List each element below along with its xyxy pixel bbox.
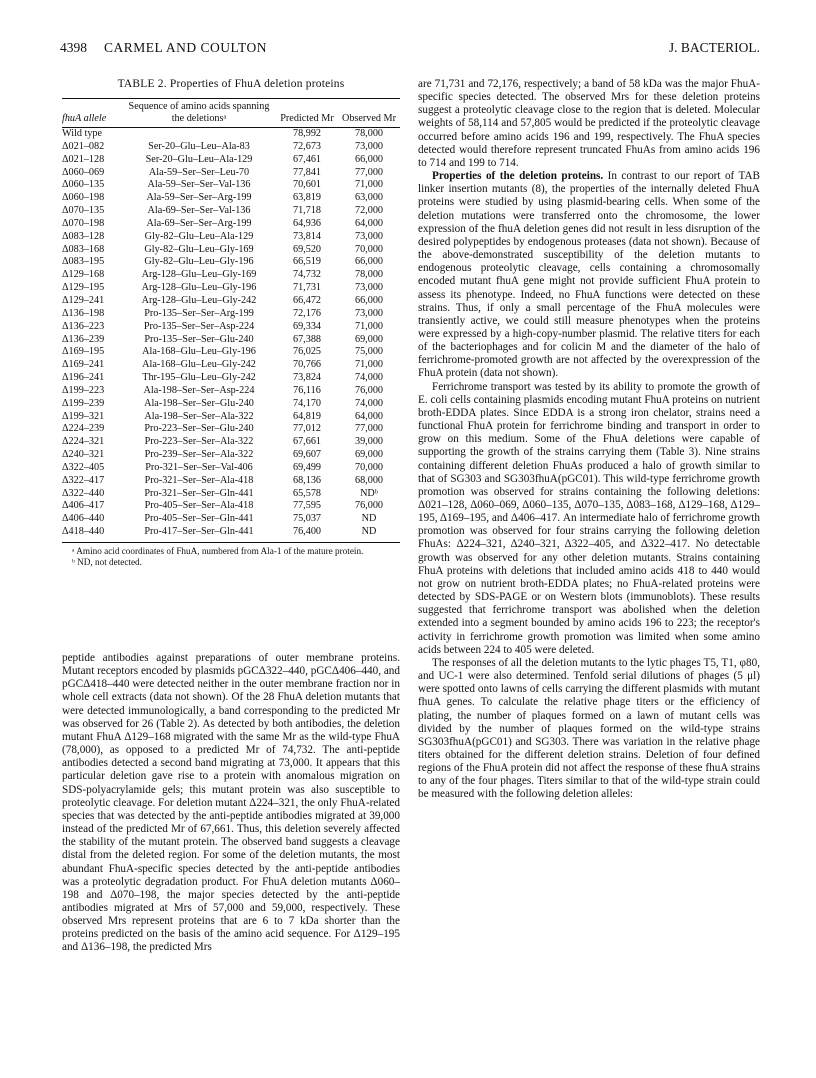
table-row (62, 154, 400, 167)
left-body-text (62, 652, 400, 955)
table-cell: 77,841 (292, 166, 321, 178)
table-row (62, 308, 400, 321)
table-cell: Ser-20–Glu–Leu–Ala-83 (148, 140, 250, 152)
table-cell: 66,519 (292, 256, 321, 268)
table-cell: Pro-135–Ser–Ser–Arg-199 (144, 307, 254, 319)
table-row (62, 513, 400, 526)
table-cell: Δ406–440 (62, 513, 105, 525)
table-cell: Δ136–239 (62, 333, 105, 345)
table-cell: 76,025 (292, 346, 321, 358)
table-cell: Pro-405–Ser–Ser–Ala-418 (144, 500, 254, 512)
table-row (62, 167, 400, 180)
table-caption: TABLE 2. Properties of FhuA deletion proteins (117, 78, 345, 90)
running-authors: CARMEL AND COULTON (104, 40, 268, 55)
table-row (62, 256, 400, 269)
table-cell: 74,732 (292, 269, 321, 281)
table-row (62, 244, 400, 257)
paragraph-text: In contrast to our report of TAB linker insertion mutants (8), the properties of the internally deleted FhuA proteins were studied by using plasmid-bearing cells. When some of the deletion mutations were transferred onto the chromosome, the lower expression of the fhuA deletion genes did not result in less disruption of the desired polypeptides by endogenous proteases (data not shown). Because of the above-demonstrated susceptibility of the deletion mutants to endogenous proteolytic cleavage, cells containing a chromosomally encoded mutant fhuA gene might not provide sufficient FhuA protein to assess its phenotype. Indeed, no FhuA functions were detected on these strains. Thus, if only a small percentage of the FhuA molecules were transiently active, we could still measure phenotypes when the proteins were expressed by a high-copy-number plasmid. The relative titers for each of the bacteriophages and for colicin M and the diameter of the halo of ferrichrome-promoted growth are not affected by the overexpression of the FhuA protein (data not shown). (418, 170, 760, 380)
table-cell: 75,000 (354, 346, 383, 358)
table-cell: 67,388 (292, 333, 321, 345)
table-cell: 70,000 (354, 243, 383, 255)
table-cell: Pro-321–Ser–Ser–Gln-441 (144, 487, 254, 499)
table-row (62, 205, 400, 218)
table-cell: Δ418–440 (62, 526, 105, 538)
table-cell: 78,000 (354, 269, 383, 281)
table-cell: 69,334 (292, 320, 321, 332)
table-cell: Pro-321–Ser–Ser–Val-406 (145, 461, 253, 473)
table-cell: Δ070–198 (62, 217, 105, 229)
table-cell: 74,000 (354, 372, 383, 384)
table-cell: Δ224–321 (62, 436, 105, 448)
table-cell: 67,461 (292, 153, 321, 165)
table-row (62, 372, 400, 385)
table-cell: Δ406–417 (62, 500, 105, 512)
table-cell: 73,814 (292, 230, 321, 242)
table-cell: Δ322–417 (62, 474, 105, 486)
table-row (62, 449, 400, 462)
table-cell: Ala-198–Ser–Ser–Glu-240 (144, 397, 254, 409)
table-cell: 69,000 (354, 449, 383, 461)
table-row (62, 526, 400, 542)
table-cell: 71,000 (354, 359, 383, 371)
table-cell: 66,000 (354, 153, 383, 165)
table-cell: 69,607 (292, 449, 321, 461)
table-cell: Δ070–135 (62, 205, 105, 217)
table-cell: Δ199–321 (62, 410, 105, 422)
table-cell: 73,000 (354, 230, 383, 242)
table-cell: Δ322–405 (62, 461, 105, 473)
table-cell: Pro-405–Ser–Ser–Gln-441 (144, 513, 254, 525)
table-cell: Ala-69–Ser–Ser–Val-136 (147, 205, 251, 217)
table-cell: Δ322–440 (62, 487, 105, 499)
table-cell: 73,000 (354, 140, 383, 152)
table-cell: Δ060–198 (62, 192, 105, 204)
table-cell: Ala-59–Ser–Ser–Val-136 (147, 179, 251, 191)
table-cell: 73,000 (354, 307, 383, 319)
table-cell: 64,000 (354, 217, 383, 229)
journal-name: J. BACTERIOL. (668, 40, 760, 55)
table-cell: Δ021–128 (62, 153, 105, 165)
table-cell: Pro-321–Ser–Ser–Ala-418 (144, 474, 254, 486)
table-cell: Ala-168–Glu–Leu–Gly-196 (142, 346, 256, 358)
table-cell: 77,000 (354, 166, 383, 178)
table-cell: Ala-198–Ser–Ser–Ala-322 (144, 410, 254, 422)
section-heading: Properties of the deletion proteins. (432, 170, 604, 183)
table-row (62, 436, 400, 449)
table-cell: 68,136 (292, 474, 321, 486)
table-cell: Δ129–241 (62, 294, 105, 306)
table-cell: Δ060–135 (62, 179, 105, 191)
table-cell: Arg-128–Glu–Leu–Gly-169 (141, 269, 257, 281)
body-paragraph: peptide antibodies against preparations of outer membrane proteins. Mutant receptors encoded by plasmids pGCΔ322–440, pGCΔ406–440, and pGCΔ418–440 were detected neither in the outer membrane fraction nor in whole cell extracts (data not shown). Of the 28 FhuA deletion mutants that were detected immunologically, a band corresponding to the predicted Mr was observed for 26 (Table 2). As detected by both antibodies, the deletion mutant FhuA Δ129–168 migrated with the same Mr as the wild-type FhuA (78,000), as opposed to a predicted Mr of 74,732. The anti-peptide antibodies detected a second band migrating at 73,000. It appears that this particular deletion gave rise to a protein with anomalous migration on SDS-polyacrylamide gels; this mutant protein was also susceptible to proteolytic cleavage. For deletion mutant Δ224–321, the only FhuA-related species that was detected by the anti-peptide antibodies migrated at 39,000 instead of the predicted Mr of 67,661. Thus, this deletion severely affected the stability of the mutant protein. The observed band suggests a cleavage distal from the deleted region. For some of the deletion mutants, the most abundant FhuA-specific species detected by the anti-peptide antibodies was a proteolytic degradation product. For FhuA deletion mutants Δ060–198 and Δ070–198, the major species detected by the anti-peptide antibodies migrated at Mrs of 57,000 and 59,000, respectively. These observed Mrs represent proteins that are 6 to 7 kDa shorter than the proteins predicted on the basis of the amino acid sequence. For Δ129–195 and Δ136–198, the predicted Mrs (62, 652, 400, 954)
running-header (60, 40, 760, 60)
table-row (62, 500, 400, 513)
table-cell: Δ060–069 (62, 166, 105, 178)
table-cell: 70,601 (292, 179, 321, 191)
table-cell: ND (361, 526, 377, 538)
table-cell: Wild type (62, 128, 103, 139)
table-cell: Pro-135–Ser–Ser–Asp-224 (143, 320, 255, 332)
table-cell: 71,000 (354, 179, 383, 191)
table-cell: Ser-20–Glu–Leu–Ala-129 (145, 153, 253, 165)
table-cell: Δ169–241 (62, 359, 105, 371)
table-cell: 69,520 (292, 243, 321, 255)
table-row (62, 385, 400, 398)
table-cell: Arg-128–Glu–Leu–Gly-242 (141, 294, 257, 306)
table-cell: 72,000 (354, 205, 383, 217)
table-row (62, 398, 400, 411)
table-cell: Ala-59–Ser–Ser–Arg-199 (146, 192, 252, 204)
table-cell: 64,000 (354, 410, 383, 422)
page-number: 4398 (60, 40, 87, 55)
table-cell: Thr-195–Glu–Leu–Gly-242 (142, 372, 256, 384)
table-cell: Δ199–223 (62, 384, 105, 396)
table-cell: Pro-135–Ser–Ser–Glu-240 (144, 333, 254, 345)
table-cell: Δ136–223 (62, 320, 105, 332)
table-cell: Δ224–239 (62, 423, 105, 435)
table-cell: 76,116 (293, 384, 321, 396)
table-row (62, 218, 400, 231)
deletion-proteins-table (62, 98, 400, 543)
table-cell: 69,499 (292, 461, 321, 473)
table-row (62, 179, 400, 192)
table-row (62, 269, 400, 282)
table-section (62, 78, 400, 568)
table-row (62, 411, 400, 424)
table-cell: Arg-128–Glu–Leu–Gly-196 (141, 282, 257, 294)
table-row (62, 321, 400, 334)
body-paragraph: are 71,731 and 72,176, respectively; a band of 58 kDa was the major FhuA-specific species detected. The observed Mrs for these deletion proteins suggest a proteolytic cleavage close to the region that is deleted. Molecular weights of 58,114 and 57,805 would be predicted if the proteolytic cleavage occurred before amino acids 196 and 199, respectively. The FhuA species detected would therefore represent truncated FhuAs from amino acids 196 to 714 and 199 to 714. (418, 78, 760, 169)
table-row (62, 295, 400, 308)
table-cell: Ala-198–Ser–Ser–Asp-224 (143, 384, 255, 396)
table-cell: 71,731 (292, 282, 321, 294)
table-cell: 74,170 (292, 397, 321, 409)
table-cell: 72,673 (292, 140, 321, 152)
body-paragraph (418, 170, 760, 381)
table-cell: 77,595 (292, 500, 321, 512)
table-row (62, 334, 400, 347)
table-cell: 63,000 (354, 192, 383, 204)
table-cell: Gly-82–Glu–Leu–Ala-129 (144, 230, 254, 242)
footnote: ᵇ ND, not detected. (72, 557, 142, 567)
table-cell: Δ199–239 (62, 397, 105, 409)
table-row (62, 423, 400, 436)
table-cell: Pro-239–Ser–Ser–Ala-322 (144, 449, 254, 461)
table-cell: Δ083–128 (62, 230, 105, 242)
table-cell: 73,824 (292, 372, 321, 384)
table-cell: Δ083–168 (62, 243, 105, 255)
table-cell: 73,000 (354, 282, 383, 294)
table-footnotes (62, 546, 400, 568)
table-cell: Pro-417–Ser–Ser–Gln-441 (144, 526, 254, 538)
table-cell: Δ169–195 (62, 346, 105, 358)
table-cell: 39,000 (354, 436, 383, 448)
table-cell: 67,661 (292, 436, 321, 448)
table-row (62, 192, 400, 205)
table-cell: 71,000 (354, 320, 383, 332)
table-cell: Ala-59–Ser–Ser–Leu-70 (148, 166, 250, 178)
table-cell: 72,176 (292, 307, 321, 319)
table-cell: Δ196–241 (62, 372, 105, 384)
table-row (62, 346, 400, 359)
table-cell: Ala-69–Ser–Ser–Arg-199 (146, 217, 252, 229)
table-row (62, 231, 400, 244)
table-row (62, 462, 400, 475)
table-row (62, 359, 400, 372)
table-cell: Gly-82–Glu–Leu–Gly-169 (144, 243, 254, 255)
table-cell: 75,037 (292, 513, 321, 525)
right-body-text (418, 78, 760, 802)
table-cell: 66,000 (354, 256, 383, 268)
table-cell: 78,000 (354, 128, 383, 139)
table-cell: Gly-82–Glu–Leu–Gly-196 (144, 256, 254, 268)
table-row (62, 141, 400, 154)
body-paragraph: Ferrichrome transport was tested by its ability to promote the growth of E. coli cells containing plasmids encoding mutant FhuA proteins on nutrient broth-EDDA plates. Since EDDA is a strong iron chelator, strains need a functional FhuA protein for ferrichrome binding and transport in order to grow on this medium. Some of the FhuA deletions were capable of supporting the growth of the strains carrying them (Table 3). Nine strains containing different deletion FhuAs produced a halo of growth similar to that of SG303 and SG303fhuA(pGC01). This wild-type ferrichrome growth promotion was observed for strains containing the following deletions: Δ021–128, Δ060–069, Δ060–135, Δ070–135, Δ083–168, Δ129–168, Δ129–195, Δ169–195, and Δ406–417. An intermediate halo of ferrichrome growth promotion was observed for four strains carrying the following deletion FhuAs: Δ224–321, Δ240–321, Δ322–405, and Δ322–417. No detectable growth was observed for any other deletion mutants. Strains containing FhuA proteins with deletions that included amino acids 418 to 440 would not grow on nutrient broth-EDDA plates; no FhuA-related proteins were detected by SDS-PAGE or on Western blots (immunoblots). These results suggested that ferrichrome transport was abolished when the deletion extended into a segment bounded by amino acids 196 to 223; the receptor's activity in ferrichrome growth promotion was limited when some amino acids between 224 to 405 were deleted. (418, 380, 760, 656)
column-header: Predicted Mr (276, 99, 338, 128)
table-row (62, 488, 400, 501)
table-cell: Δ136–198 (62, 307, 105, 319)
table-cell: Pro-223–Ser–Ser–Ala-322 (144, 436, 254, 448)
table-cell: 66,472 (292, 294, 321, 306)
table-cell: 74,000 (354, 397, 383, 409)
table-row (62, 282, 400, 295)
column-header: Sequence of amino acids spanning the deletionsᵃ (122, 99, 276, 128)
table-cell: 76,000 (354, 500, 383, 512)
table-cell: Δ129–195 (62, 282, 105, 294)
table-cell: 77,012 (292, 423, 321, 435)
column-header: Observed Mr (338, 99, 400, 128)
table-row (62, 128, 400, 141)
table-cell: 69,000 (354, 333, 383, 345)
table-cell: ND (361, 513, 377, 525)
table-cell: Pro-223–Ser–Ser–Glu-240 (144, 423, 254, 435)
table-row (62, 475, 400, 488)
table-cell: Δ240–321 (62, 449, 105, 461)
table-cell: Ala-168–Glu–Leu–Gly-242 (142, 359, 256, 371)
table-cell: 76,000 (354, 384, 383, 396)
footnote: ᵃ Amino acid coordinates of FhuA, numbered from Ala-1 of the mature protein. (72, 546, 364, 556)
table-cell: 64,936 (292, 217, 321, 229)
table-cell: 65,578 (292, 487, 321, 499)
table-cell: 68,000 (354, 474, 383, 486)
table-cell: 63,819 (292, 192, 321, 204)
table-cell: 78,992 (292, 128, 321, 139)
table-cell: 70,000 (354, 461, 383, 473)
table-cell: NDᵇ (360, 487, 378, 499)
column-header: fhuA allele (62, 99, 122, 128)
table-cell: 66,000 (354, 294, 383, 306)
table-cell: 76,400 (292, 526, 321, 538)
body-paragraph: The responses of all the deletion mutants to the lytic phages T5, T1, φ80, and UC-1 were also determined. Tenfold serial dilutions of phages (5 μl) were spotted onto lawns of cells carrying the different plasmids with mutant fhuA genes. To calculate the relative phage titers or the efficiency of plating, the number of plaques formed on a lawn of mutant cells was divided by the number of plaques formed on the wild-type strains SG303fhuA(pGC01) and SG303. There was variation in the relative phage titers obtained for the different deletion strains. Deletion of four defined regions of the FhuA protein did not affect the response of these fhuA strains to any of the four phages. Titers similar to that of the wild-type strain could be measured with the following deletion alleles: (418, 656, 760, 801)
table-cell: Δ129–168 (62, 269, 105, 281)
table-cell: 77,000 (354, 423, 383, 435)
table-cell: 70,766 (292, 359, 321, 371)
table-cell (122, 128, 276, 141)
table-cell: 64,819 (292, 410, 321, 422)
table-cell: 71,718 (292, 205, 321, 217)
table-cell: Δ083–195 (62, 256, 105, 268)
table-cell: Δ021–082 (62, 140, 105, 152)
